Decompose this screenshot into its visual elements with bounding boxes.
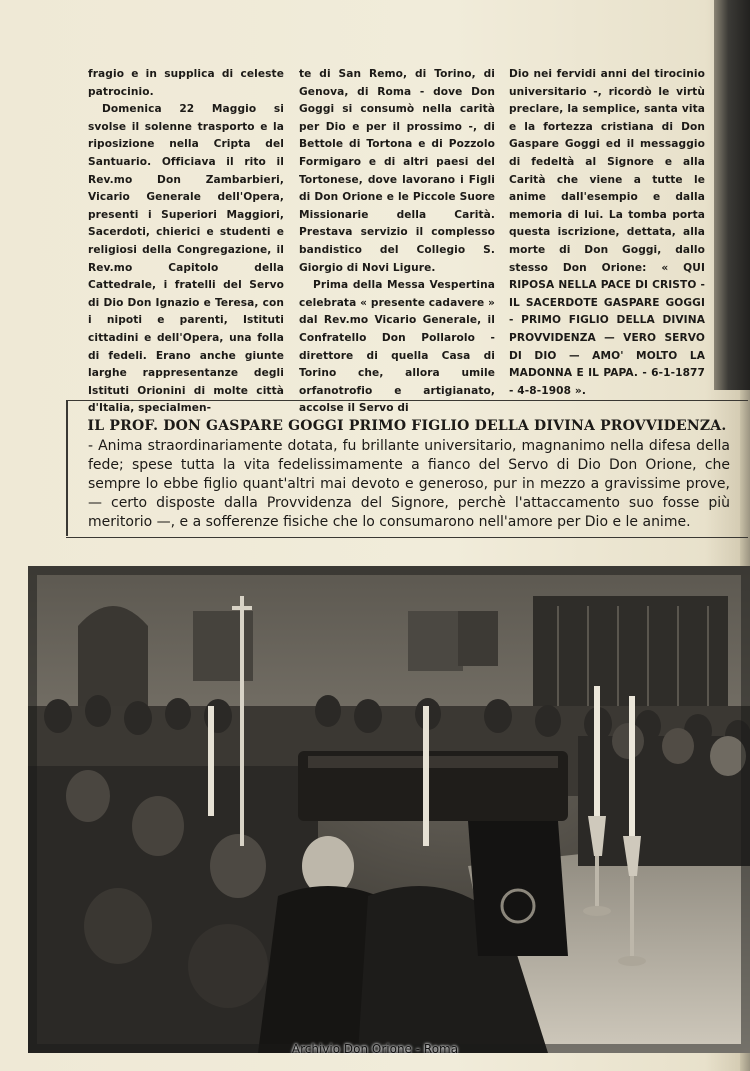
wall-painting — [408, 611, 463, 671]
paragraph: Dio nei fervidi anni del tirocinio universitario -, ricordò le virtù preclare, la semplice, santa vita e la fortezza cristiana di Don Gaspare Goggi ed il messaggio di fedeltà al Signore e alla Carità che viene a tutte le anime dall'esempio e dalla memoria di lui. La tomba porta questa iscrizione, dettata, alla morte di Don Goggi, dallo stesso Don Orione: « QUI RIPOSA NELLA PACE DI CRISTO - IL SACERDOTE GASPARE GOGGI - PRIMO FIGLIO DELLA DIVINA PROVVIDENZA — VERO SERVO DI DIO — AMO' MOLTO LA MADONNA E IL PAPA. - 6-1-1877 - 4-8-1908 ». — [509, 68, 705, 397]
box-title: IL PROF. DON GASPARE GOGGI PRIMO FIGLIO DELLA DIVINA PROVVIDENZA. — [87, 418, 727, 434]
paragraph: te di San Remo, di Torino, di Genova, di Roma - dove Don Goggi si consumò nella carità per Dio e per il prossimo -, di Bettole di Tortona e di Pozzolo Formigaro e di altri paesi del Tortonese, dove lavorano i Figli di Don Orione e le Piccole Suore Missionarie della Carità. Prestava servizio il complesso bandistico del Collegio S. Giorgio di Novi Ligure. — [299, 68, 495, 274]
church-interior-illustration — [28, 566, 750, 1053]
funeral-photo — [28, 566, 750, 1053]
archive-caption: Archivio Don Orione - Roma — [291, 1042, 459, 1056]
side-altar-left — [78, 606, 148, 706]
text-column-2 — [299, 66, 495, 418]
wall-painting — [458, 611, 498, 666]
box-text: - Anima straordinariamente dotata, fu brillante universitario, magnanimo nella difesa della fede; spese tutta la vita fedelissimamente a fianco del Servo di Dio Don Orione, che sempre lo ebbe figlio quant'altri mai devoto e generoso, pur in mezzo a gravissime prove, — certo disposte dalla Provvidenza del Signore, perchè l'attaccamento suo fosse più meritorio —, e a sofferenze fisiche che lo consumarono nell'amore per Dio e le anime. — [88, 438, 730, 530]
coffin-lid — [308, 756, 558, 768]
paragraph: fragio e in supplica di celeste patrocinio. — [88, 68, 284, 98]
adjacent-page-edge — [714, 0, 750, 390]
text-column-3 — [509, 66, 705, 400]
paragraph: Prima della Messa Vespertina celebrata « presente cadavere » dal Rev.mo Vicario Generale, il Confratello Don Pollarolo - direttore di quella Casa di Torino che, allora umile orfanotrofio e artigianato, accolse il Servo di — [299, 279, 495, 415]
paragraph: Domenica 22 Maggio si svolse il solenne trasporto e la riposizione nella Cripta del Santuario. Officiava il rito il Rev.mo Don Zambarbieri, Vicario Generale dell'Opera, presenti i Superiori Maggiori, Sacerdoti, chierici e studenti e religiosi della Congregazione, il Rev.mo Capitolo della Cattedrale, i fratelli del Servo di Dio Don Ignazio e Teresa, con i nipoti e parenti, Istituti cittadini e dell'Opera, una folla di fedeli. Erano anche giunte larghe rappresentanze degli Istituti Orionini di molte città d'Italia, specialmen- — [88, 103, 284, 415]
text-column-1 — [88, 66, 284, 418]
